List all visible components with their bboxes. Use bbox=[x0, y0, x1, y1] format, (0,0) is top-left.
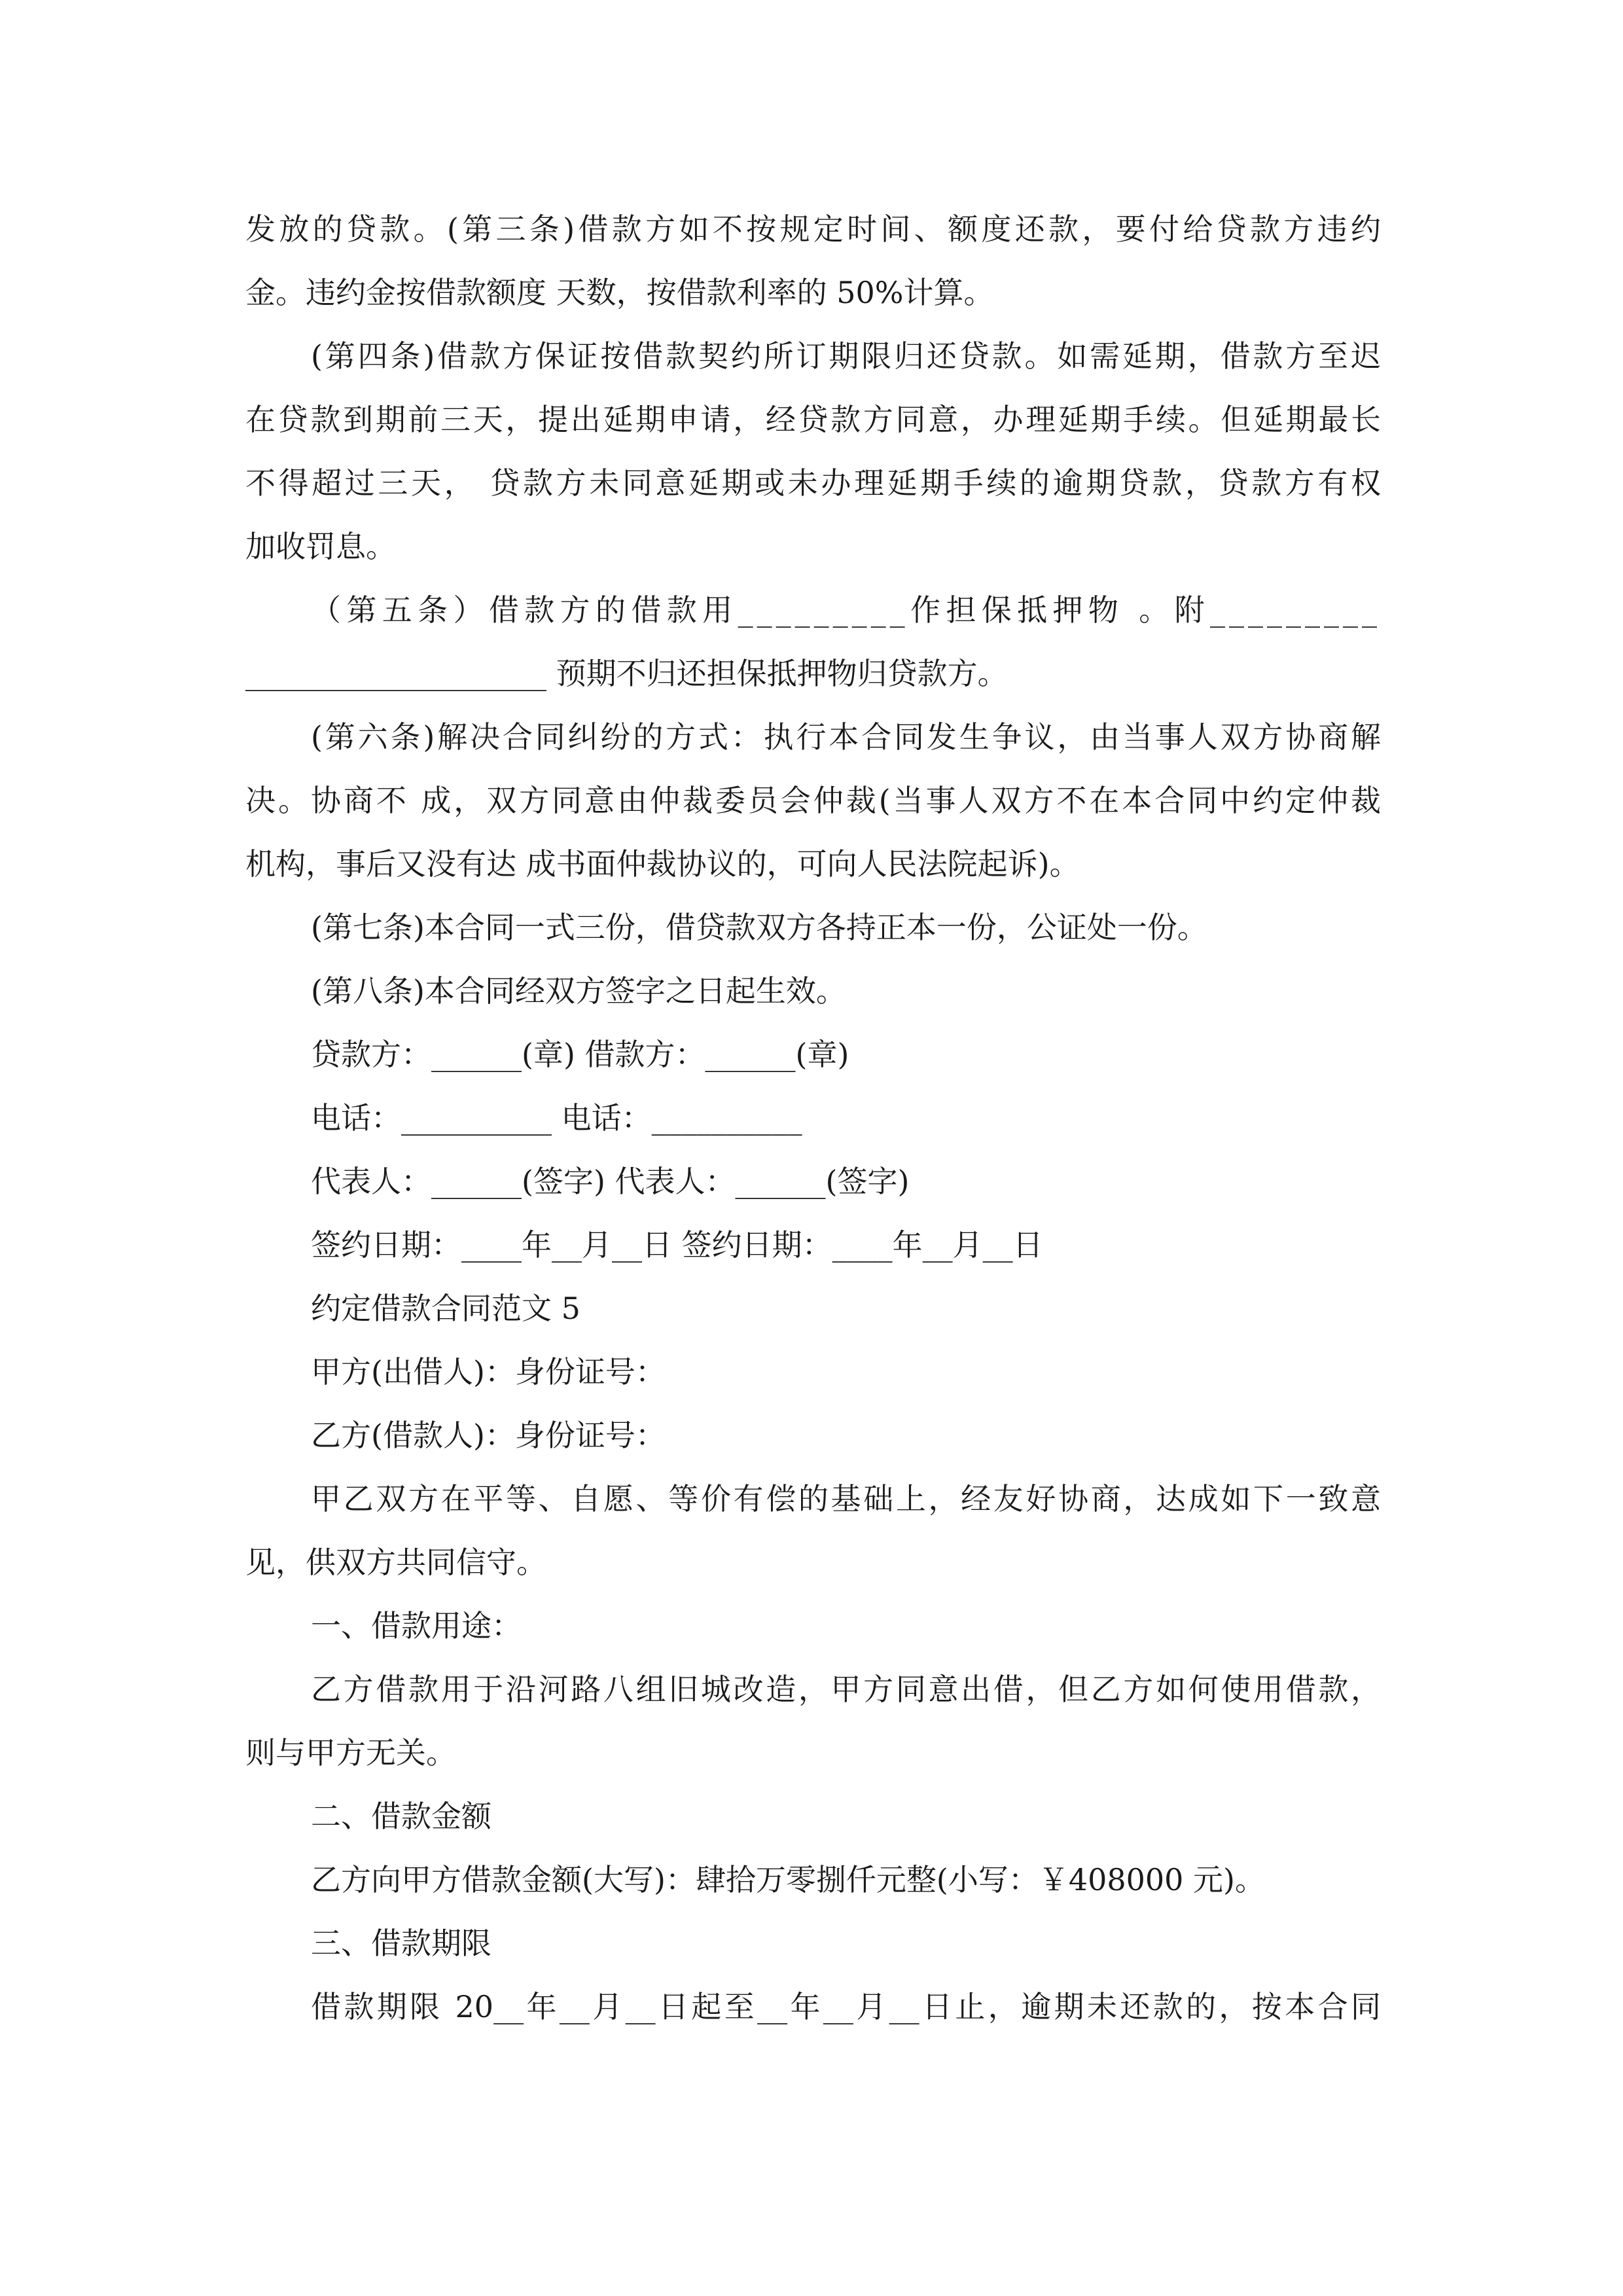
text-line: （第五条）借款方的借款用_________作担保抵押物 。附_________ bbox=[311, 592, 1381, 628]
text-line: 乙方向甲方借款金额(大写)：肆拾万零捌仟元整(小写：￥408000 元)。 bbox=[311, 1862, 1266, 1897]
text-line: 甲乙双方在平等、自愿、等价有偿的基础上，经友好协商，达成如下一致意 bbox=[311, 1481, 1381, 1516]
text-line: 不得超过三天， 贷款方未同意延期或未办理延期手续的逾期贷款，贷款方有权 bbox=[245, 465, 1381, 501]
section-heading: 一、借款用途： bbox=[311, 1608, 522, 1643]
text-line: 见，供双方共同信守。 bbox=[245, 1545, 546, 1580]
text-line: (第八条)本合同经双方签字之日起生效。 bbox=[311, 973, 846, 1009]
text-line: (第四条)借款方保证按借款契约所订期限归还贷款。如需延期，借款方至迟 bbox=[311, 338, 1381, 374]
text-line: 在贷款到期前三天，提出延期申请，经贷款方同意，办理延期手续。但延期最长 bbox=[245, 402, 1381, 437]
text-line: 签约日期：____年__月__日 签约日期：____年__月__日 bbox=[311, 1227, 1043, 1263]
text-line: (第六条)解决合同纠纷的方式：执行本合同发生争议，由当事人双方协商解 bbox=[311, 719, 1381, 755]
text-line: 机构，事后又没有达 成书面仲裁协议的，可向人民法院起诉)。 bbox=[245, 846, 1080, 882]
text-line: 电话：__________ 电话：__________ bbox=[311, 1100, 802, 1136]
text-line: 加收罚息。 bbox=[245, 529, 396, 564]
text-line: ____________________ 预期不归还担保抵押物归贷款方。 bbox=[245, 656, 1008, 691]
section-heading: 二、借款金额 bbox=[311, 1799, 491, 1834]
text-line: 借款期限 20__年__月__日起至__年__月__日止，逾期未还款的，按本合同 bbox=[311, 1989, 1381, 2024]
section-heading: 约定借款合同范文 5 bbox=[311, 1291, 580, 1326]
text-line: 发放的贷款。(第三条)借款方如不按规定时间、额度还款，要付给贷款方违约 bbox=[245, 211, 1381, 247]
text-line: 贷款方：______(章) 借款方：______(章) bbox=[311, 1037, 849, 1072]
text-line: (第七条)本合同一式三份，借贷款双方各持正本一份，公证处一份。 bbox=[311, 910, 1207, 945]
text-line: 则与甲方无关。 bbox=[245, 1735, 456, 1770]
text-line: 甲方(出借人)：身份证号： bbox=[311, 1354, 666, 1390]
text-line: 乙方借款用于沿河路八组旧城改造，甲方同意出借，但乙方如何使用借款， bbox=[311, 1672, 1381, 1707]
text-line: 代表人：______(签字) 代表人：______(签字) bbox=[311, 1164, 910, 1199]
text-line: 金。违约金按借款额度 天数，按借款利率的 50%计算。 bbox=[245, 275, 994, 310]
text-line: 决。协商不 成，双方同意由仲裁委员会仲裁(当事人双方不在本合同中约定仲裁 bbox=[245, 783, 1381, 818]
text-line: 乙方(借款人)：身份证号： bbox=[311, 1418, 666, 1453]
section-heading: 三、借款期限 bbox=[311, 1926, 491, 1961]
